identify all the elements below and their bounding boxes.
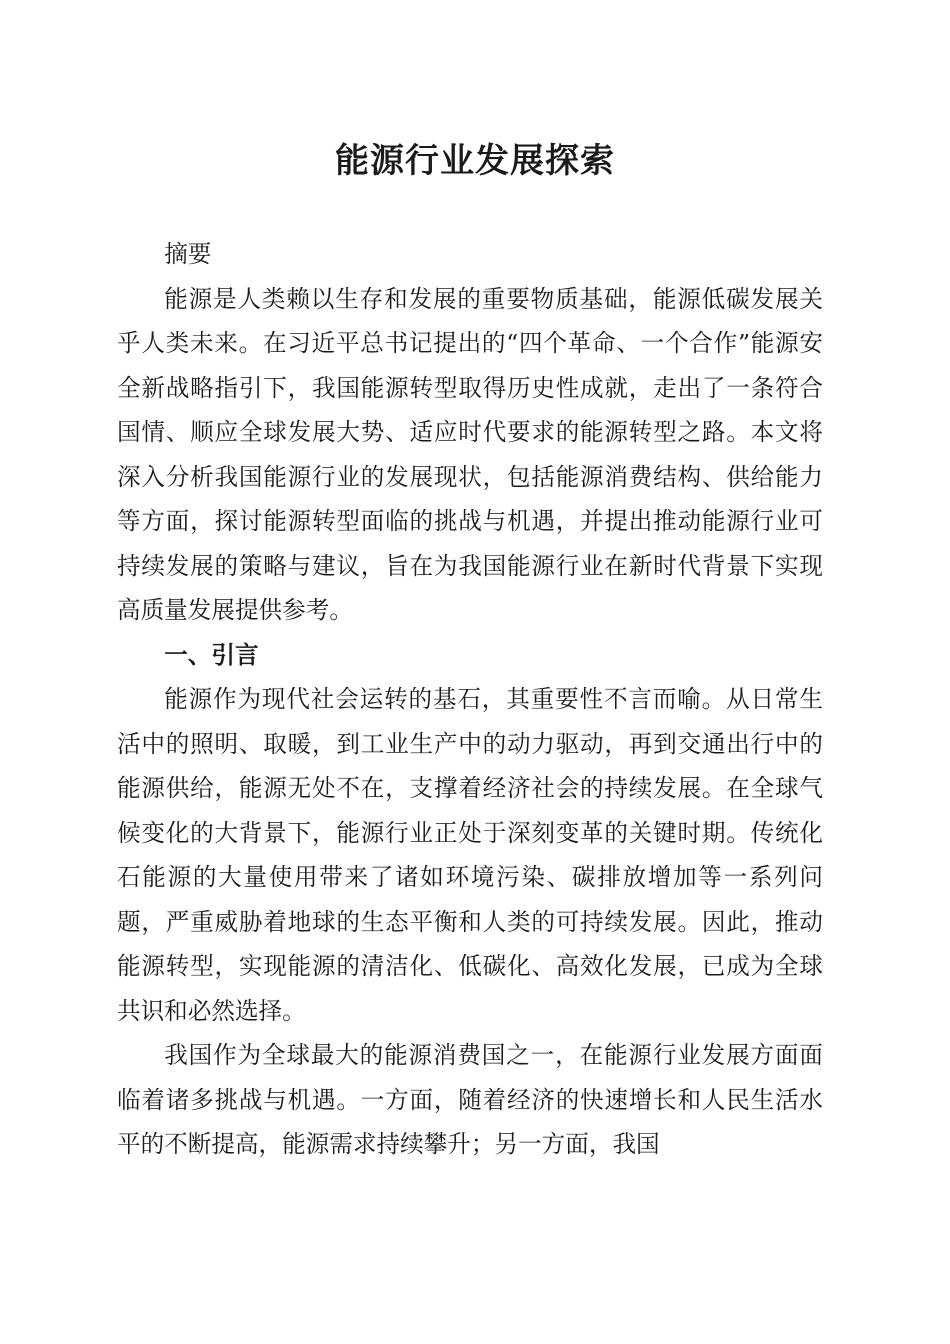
- abstract-label: 摘要: [164, 240, 212, 268]
- document-title: 能源行业发展探索: [335, 141, 615, 181]
- section-heading-introduction: 一、引言: [164, 640, 259, 669]
- document-body: [117, 232, 823, 1167]
- introduction-paragraph-2: 我国作为全球最大的能源消费国之一，在能源行业发展方面面临着诸多挑战与机遇。一方面，随着经济的快速增长和人民生活水平的不断提高，能源需求持续攀升；另一方面，我国: [117, 1041, 823, 1158]
- introduction-paragraph-1: 能源作为现代社会运转的基石，其重要性不言而喻。从日常生活中的照明、取暖，到工业生产中的动力驱动，再到交通出行中的能源供给，能源无处不在，支撑着经济社会的持续发展。在全球气候变化的大背景下，能源行业正处于深刻变革的关键时期。传统化石能源的大量使用带来了诸如环境污染、碳排放增加等一系列问题，严重威胁着地球的生态平衡和人类的可持续发展。因此，推动能源转型，实现能源的清洁化、低碳化、高效化发展，已成为全球共识和必然选择。: [117, 685, 823, 1025]
- abstract-paragraph: 能源是人类赖以生存和发展的重要物质基础，能源低碳发展关乎人类未来。在习近平总书记提出的“四个革命、一个合作”能源安全新战略指引下，我国能源转型取得历史性成就，走出了一条符合国情、顺应全球发展大势、适应时代要求的能源转型之路。本文将深入分析我国能源行业的发展现状，包括能源消费结构、供给能力等方面，探讨能源转型面临的挑战与机遇，并提出推动能源行业可持续发展的策略与建议，旨在为我国能源行业在新时代背景下实现高质量发展提供参考。: [117, 284, 823, 624]
